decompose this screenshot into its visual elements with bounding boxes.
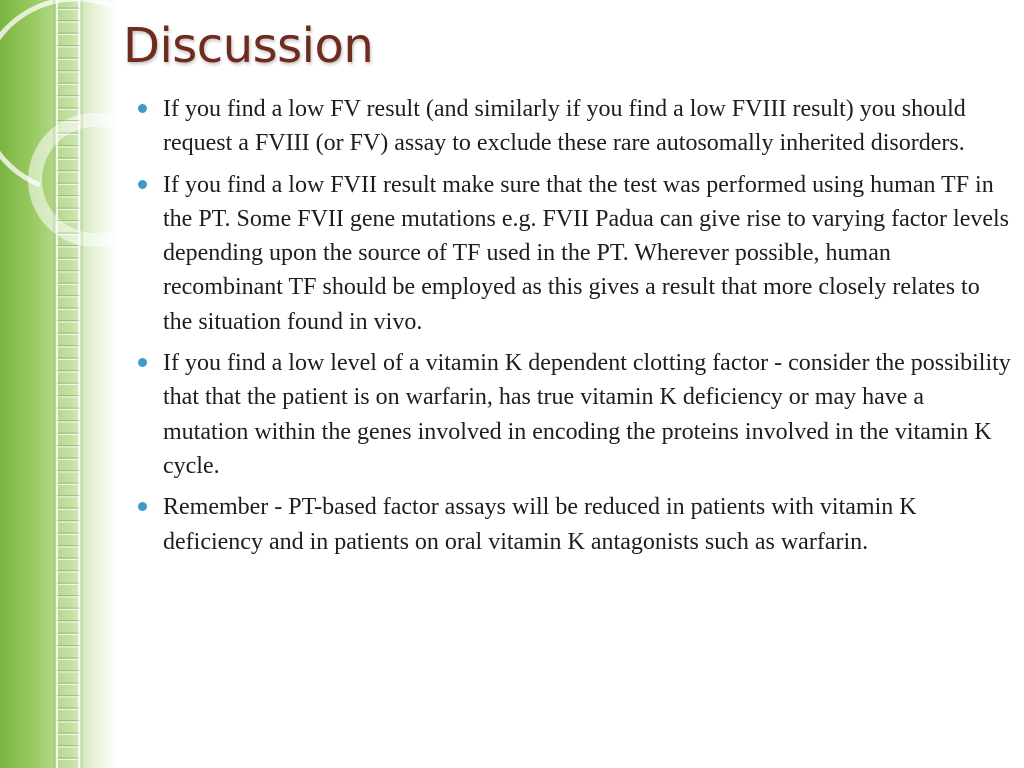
decorative-ladder-graphic	[0, 0, 118, 768]
bullet-dot-icon	[138, 104, 147, 113]
bullet-text: Remember - PT-based factor assays will be reduced in patients with vitamin K deficiency and in patients on oral vitamin K antagonists such as warfarin.	[163, 494, 917, 555]
bullet-item	[138, 168, 1014, 339]
bullet-list	[138, 92, 1014, 566]
bullet-text: If you find a low FVII result make sure that the test was performed using human TF in the PT. Some FVII gene mutations e.g. FVII Padua can give rise to varying factor levels depending upon the source of TF used in the PT. Wherever possible, human recombinant TF should be employed as this gives a result that more closely relates to the situation found in vivo.	[163, 171, 1010, 335]
slide-title: Discussion	[123, 18, 374, 74]
bullet-item	[138, 346, 1014, 483]
bullet-dot-icon	[138, 358, 147, 367]
bullet-item	[138, 92, 1014, 161]
bullet-text: If you find a low level of a vitamin K dependent clotting factor - consider the possibility that that the patient is on warfarin, has true vitamin K deficiency or may have a mutation within the genes involved in encoding the proteins involved in the vitamin K cycle.	[163, 350, 1011, 479]
bullet-text: If you find a low FV result (and similarly if you find a low FVIII result) you should request a FVIII (or FV) assay to exclude these rare autosomally inherited disorders.	[163, 96, 966, 157]
bullet-item	[138, 490, 1014, 559]
bullet-dot-icon	[138, 180, 147, 189]
bullet-dot-icon	[138, 502, 147, 511]
